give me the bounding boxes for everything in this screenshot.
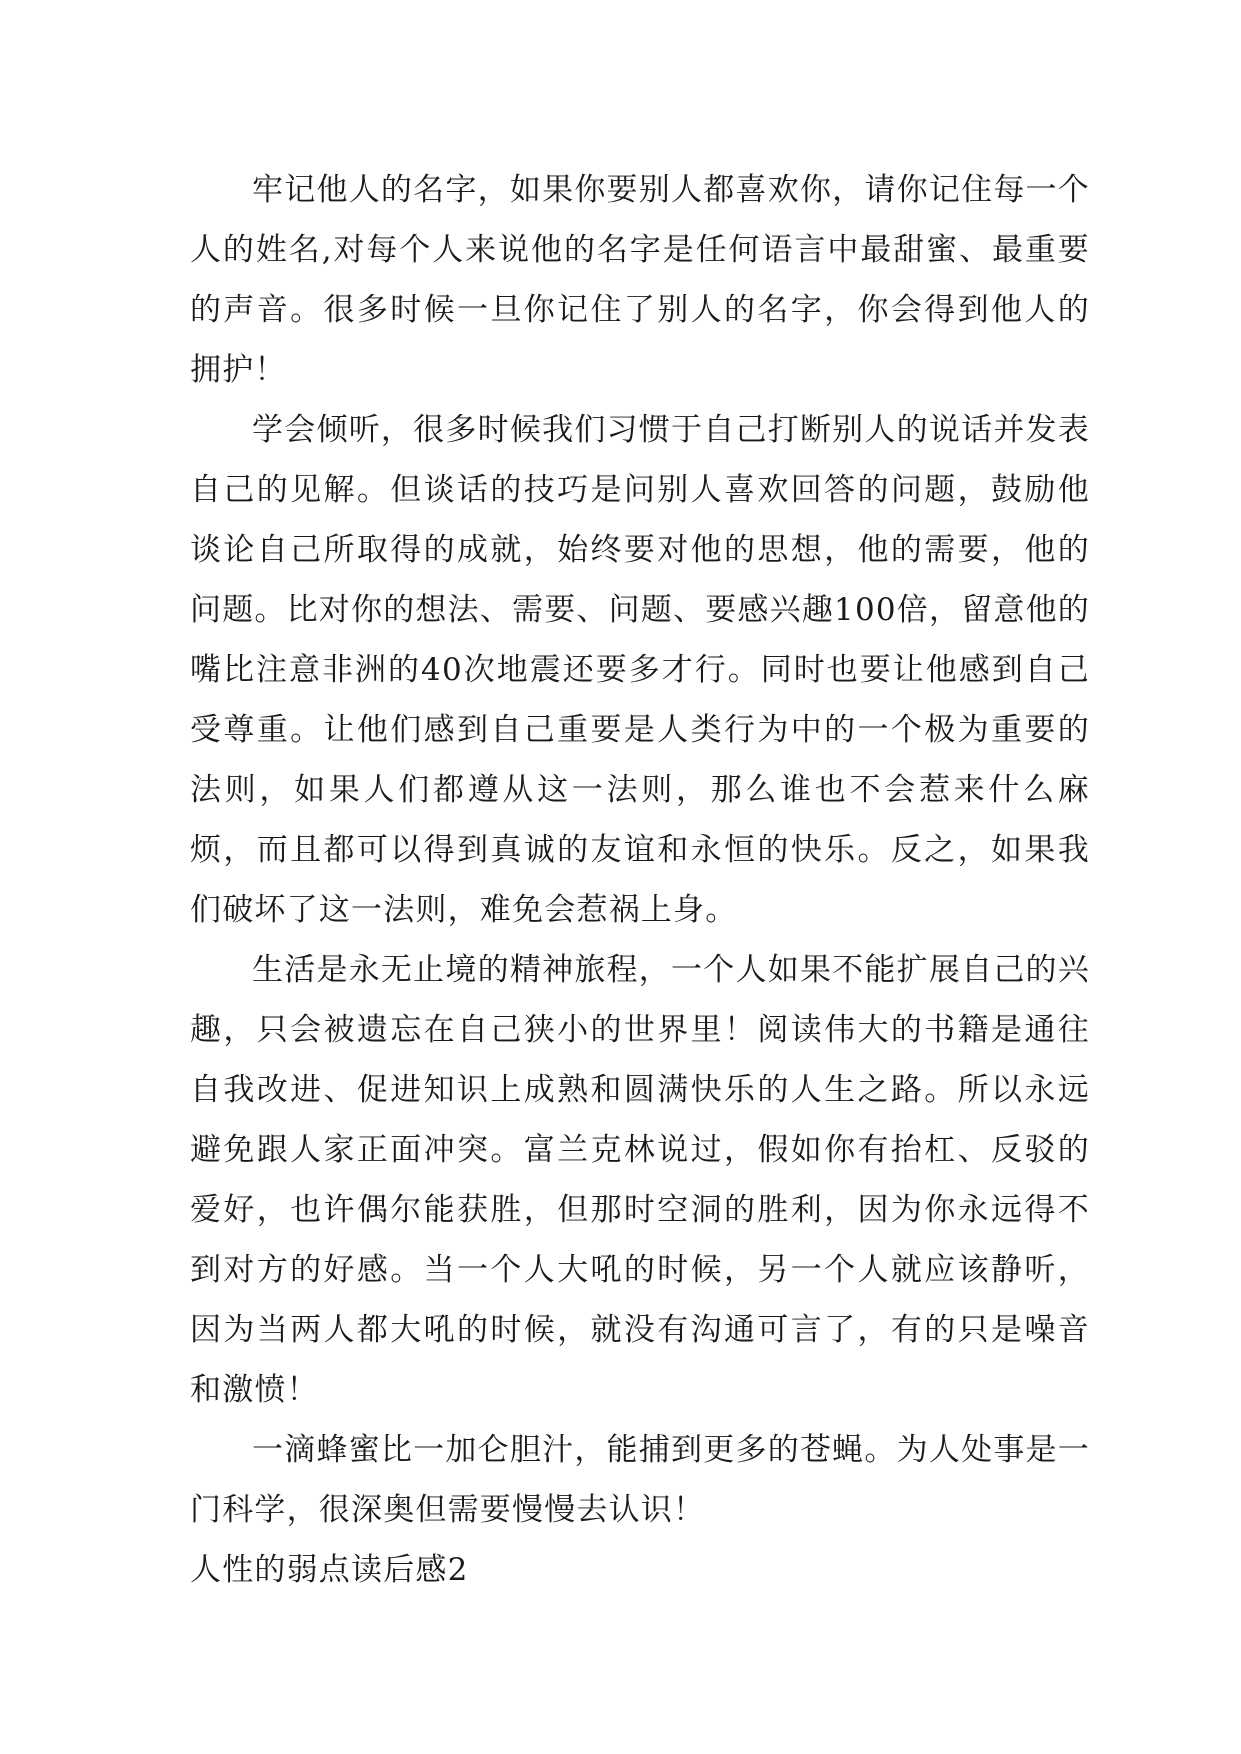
paragraph-honey: 一滴蜂蜜比一加仑胆汁，能捕到更多的苍蝇。为人处事是一门科学，很深奥但需要慢慢去认识！: [190, 1432, 1090, 1528]
section-heading: 人性的弱点读后感2: [190, 1552, 469, 1588]
paragraph-listening: 学会倾听，很多时候我们习惯于自己打断别人的说话并发表自己的见解。但谈话的技巧是问别人喜欢回答的问题，鼓励他谈论自己所取得的成就，始终要对他的思想，他的需要，他的问题。比对你的想法、需要、问题、要感兴趣100倍，留意他的嘴比注意非洲的40次地震还要多才行。同时也要让他感到自己受尊重。让他们感到自己重要是人类行为中的一个极为重要的法则，如果人们都遵从这一法则，那么谁也不会惹来什么麻烦，而且都可以得到真诚的友谊和永恒的快乐。反之，如果我们破坏了这一法则，难免会惹祸上身。: [190, 412, 1090, 928]
document-body: [190, 160, 1090, 1600]
paragraph-names: 牢记他人的名字，如果你要别人都喜欢你，请你记住每一个人的姓名,对每个人来说他的名字是任何语言中最甜蜜、最重要的声音。很多时候一旦你记住了别人的名字，你会得到他人的拥护！: [190, 172, 1090, 388]
paragraph-life: 生活是永无止境的精神旅程，一个人如果不能扩展自己的兴趣，只会被遗忘在自己狭小的世界里！阅读伟大的书籍是通往自我改进、促进知识上成熟和圆满快乐的人生之路。所以永远避免跟人家正面冲突。富兰克林说过，假如你有抬杠、反驳的爱好，也许偶尔能获胜，但那时空洞的胜利，因为你永远得不到对方的好感。当一个人大吼的时候，另一个人就应该静听，因为当两人都大吼的时候，就没有沟通可言了，有的只是噪音和激愤！: [190, 952, 1090, 1408]
